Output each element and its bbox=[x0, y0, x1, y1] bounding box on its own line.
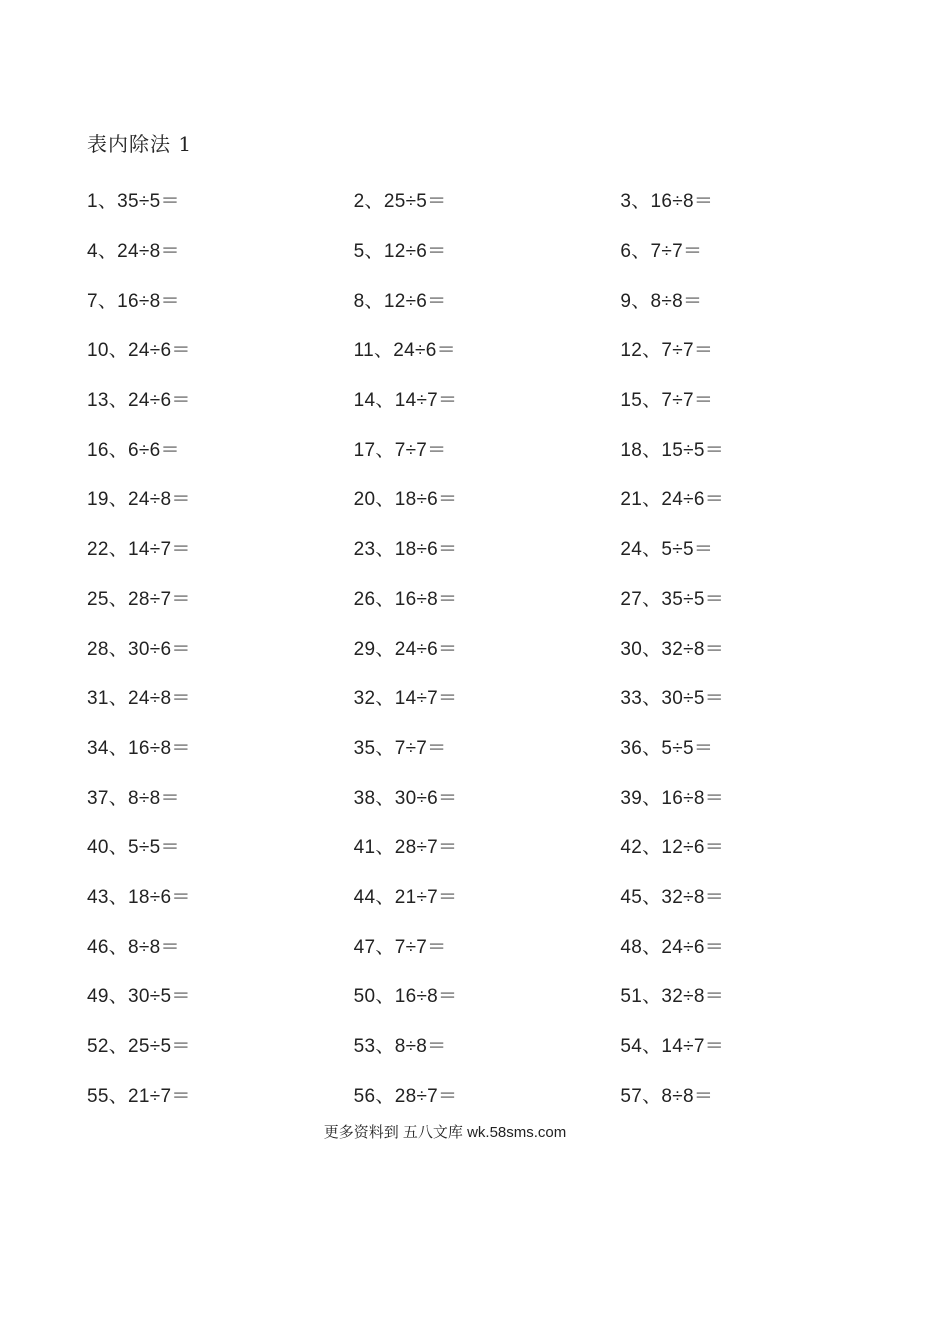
problem-item: 16、6÷6＝ bbox=[87, 439, 180, 461]
problem-item: 22、14÷7＝ bbox=[87, 539, 191, 561]
problem-item: 43、18÷6＝ bbox=[87, 886, 191, 908]
problem-row bbox=[87, 771, 887, 821]
footer-text: 更多资料到 五八文库 wk.58sms.com bbox=[323, 1124, 567, 1141]
problem-item: 47、7÷7＝ bbox=[353, 936, 447, 958]
problem-row bbox=[87, 573, 887, 623]
problem-item: 18、15÷5＝ bbox=[620, 439, 725, 461]
problem-row bbox=[87, 374, 887, 424]
problem-item: 19、24÷8＝ bbox=[87, 489, 191, 511]
problem-item: 29、24÷6＝ bbox=[353, 638, 458, 660]
problem-item: 39、16÷8＝ bbox=[620, 787, 725, 809]
problem-item: 57、8÷8＝ bbox=[620, 1085, 714, 1107]
problem-item: 3、16÷8＝ bbox=[620, 191, 714, 213]
problem-item: 24、5÷5＝ bbox=[620, 539, 714, 561]
problem-row bbox=[87, 672, 887, 722]
problem-item: 34、16÷8＝ bbox=[87, 737, 191, 759]
problem-item: 8、12÷6＝ bbox=[353, 290, 447, 312]
problem-item: 2、25÷5＝ bbox=[353, 191, 447, 213]
problem-item: 50、16÷8＝ bbox=[353, 986, 458, 1008]
problem-item: 25、28÷7＝ bbox=[87, 588, 191, 610]
problem-item: 32、14÷7＝ bbox=[353, 688, 458, 710]
problem-item: 30、32÷8＝ bbox=[620, 638, 725, 660]
problem-item: 54、14÷7＝ bbox=[620, 1036, 725, 1058]
problem-row bbox=[87, 622, 887, 672]
problem-item: 33、30÷5＝ bbox=[620, 688, 725, 710]
problem-item: 51、32÷8＝ bbox=[620, 986, 725, 1008]
problem-item: 49、30÷5＝ bbox=[87, 986, 191, 1008]
problem-item: 46、8÷8＝ bbox=[87, 936, 180, 958]
problem-item: 26、16÷8＝ bbox=[353, 588, 458, 610]
problem-item: 31、24÷8＝ bbox=[87, 688, 191, 710]
problem-row bbox=[87, 473, 887, 523]
problem-item: 7、16÷8＝ bbox=[87, 290, 180, 312]
problem-item: 20、18÷6＝ bbox=[353, 489, 458, 511]
problem-item: 15、7÷7＝ bbox=[620, 390, 714, 412]
problem-item: 45、32÷8＝ bbox=[620, 886, 725, 908]
page-title: 表内除法 1 bbox=[87, 132, 193, 156]
problem-item: 53、8÷8＝ bbox=[353, 1036, 447, 1058]
problem-item: 1、35÷5＝ bbox=[87, 191, 180, 213]
problem-row bbox=[87, 970, 887, 1020]
problem-row bbox=[87, 175, 887, 225]
problem-item: 28、30÷6＝ bbox=[87, 638, 191, 660]
problem-item: 17、7÷7＝ bbox=[353, 439, 447, 461]
problem-item: 10、24÷6＝ bbox=[87, 340, 191, 362]
problem-item: 48、24÷6＝ bbox=[620, 936, 725, 958]
problem-item: 41、28÷7＝ bbox=[353, 837, 458, 859]
problem-item: 36、5÷5＝ bbox=[620, 737, 714, 759]
problem-item: 56、28÷7＝ bbox=[353, 1085, 458, 1107]
problem-item: 37、8÷8＝ bbox=[87, 787, 180, 809]
problem-grid bbox=[87, 175, 887, 1119]
problem-item: 9、8÷8＝ bbox=[620, 290, 703, 312]
problem-item: 5、12÷6＝ bbox=[353, 241, 447, 263]
problem-item: 44、21÷7＝ bbox=[353, 886, 458, 908]
problem-item: 13、24÷6＝ bbox=[87, 390, 191, 412]
problem-item: 11、24÷6＝ bbox=[353, 340, 456, 362]
problem-item: 42、12÷6＝ bbox=[620, 837, 725, 859]
problem-row bbox=[87, 274, 887, 324]
problem-row bbox=[87, 920, 887, 970]
problem-row bbox=[87, 1069, 887, 1119]
problem-item: 27、35÷5＝ bbox=[620, 588, 725, 610]
problem-item: 21、24÷6＝ bbox=[620, 489, 725, 511]
problem-item: 4、24÷8＝ bbox=[87, 241, 180, 263]
problem-item: 55、21÷7＝ bbox=[87, 1085, 191, 1107]
problem-item: 6、7÷7＝ bbox=[620, 241, 703, 263]
problem-row bbox=[87, 821, 887, 871]
problem-item: 38、30÷6＝ bbox=[353, 787, 458, 809]
problem-item: 23、18÷6＝ bbox=[353, 539, 458, 561]
problem-row bbox=[87, 324, 887, 374]
problem-row bbox=[87, 1020, 887, 1070]
problem-row bbox=[87, 423, 887, 473]
problem-item: 12、7÷7＝ bbox=[620, 340, 714, 362]
problem-item: 40、5÷5＝ bbox=[87, 837, 180, 859]
problem-row bbox=[87, 523, 887, 573]
problem-row bbox=[87, 225, 887, 275]
problem-item: 35、7÷7＝ bbox=[353, 737, 447, 759]
problem-item: 14、14÷7＝ bbox=[353, 390, 458, 412]
problem-row bbox=[87, 722, 887, 772]
problem-item: 52、25÷5＝ bbox=[87, 1036, 191, 1058]
problem-row bbox=[87, 871, 887, 921]
